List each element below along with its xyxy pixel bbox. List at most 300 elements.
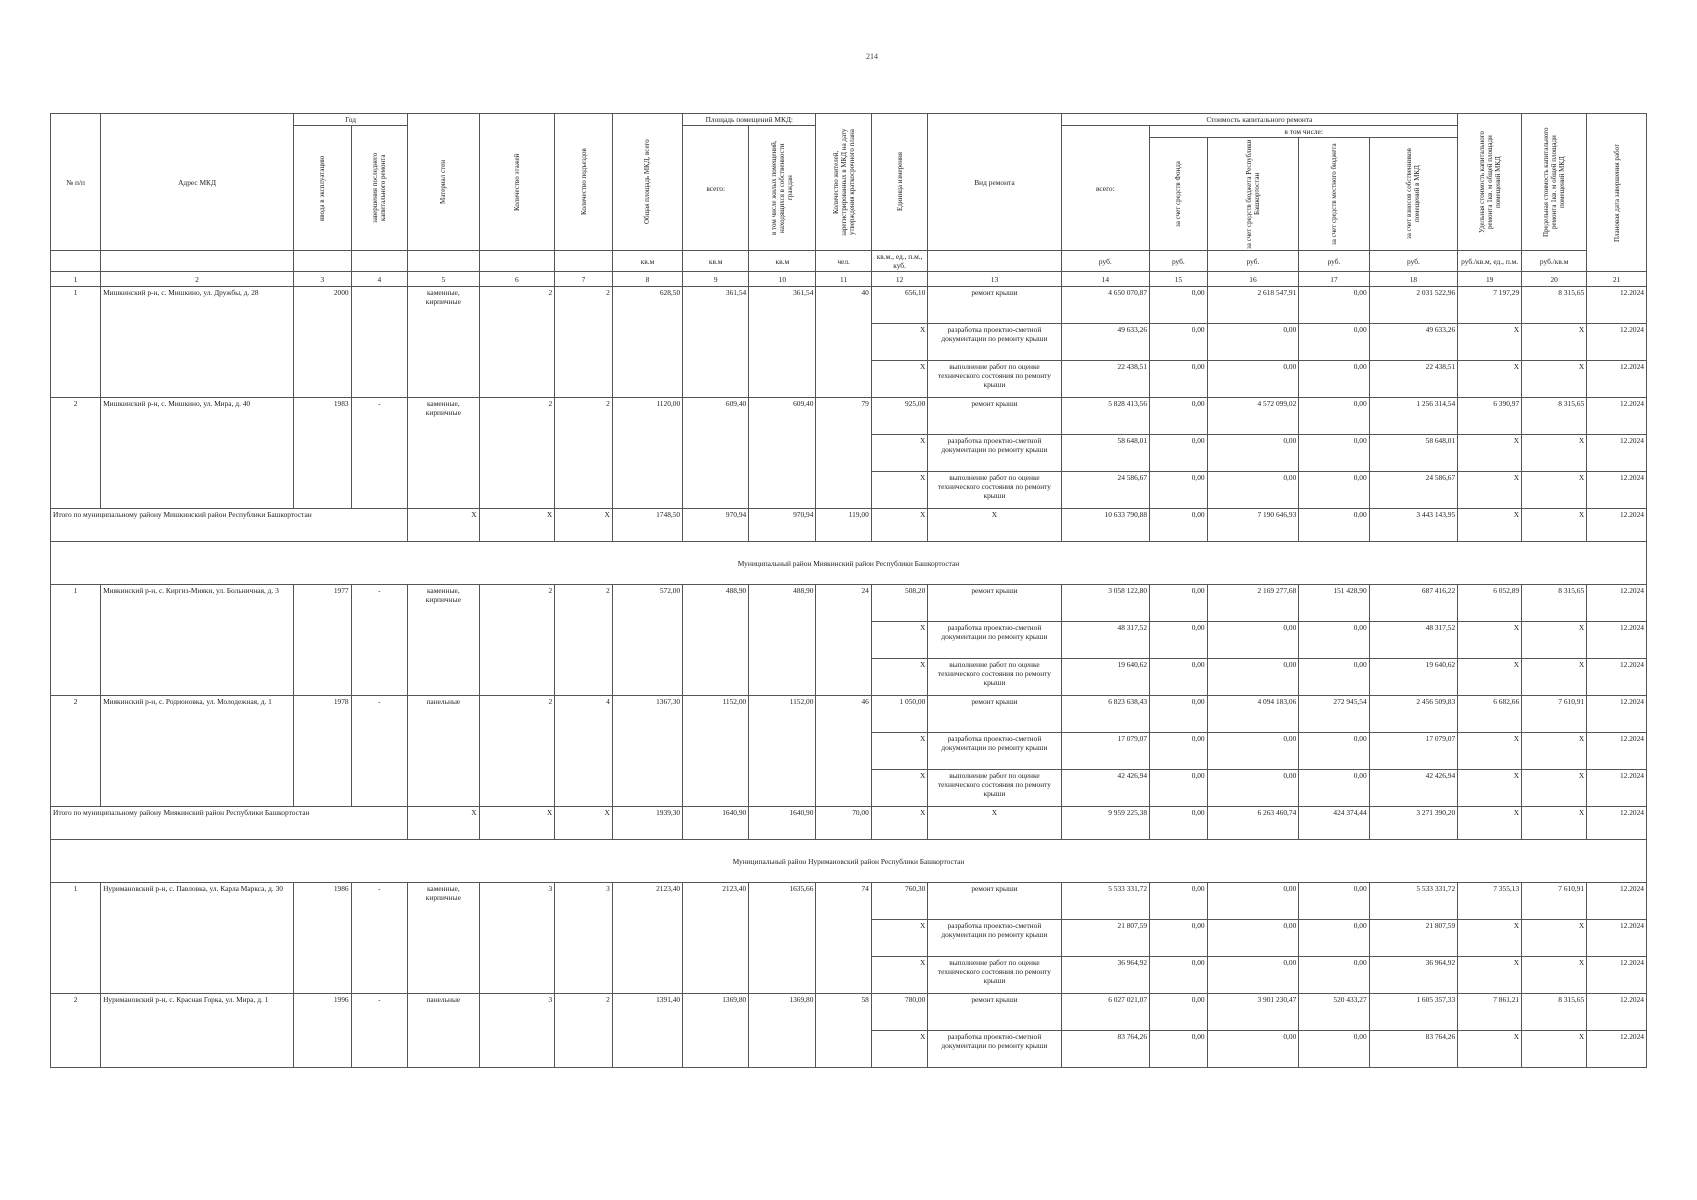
- cost-local: 0,00: [1299, 733, 1369, 770]
- premises-contrib-area: 1635,66: [749, 883, 816, 994]
- year-commission: 1983: [294, 398, 352, 509]
- unit-cell: [351, 251, 408, 272]
- column-number: 17: [1299, 272, 1369, 287]
- total-label: Итого по муниципальному району Мишкинский район Республики Башкортостан: [51, 509, 408, 542]
- cost-owners: 17 079,07: [1369, 733, 1458, 770]
- deadline: 12.2024: [1587, 659, 1647, 696]
- limit-cost: X: [1522, 435, 1587, 472]
- table-row: [51, 398, 1647, 435]
- cost-owners: 21 807,59: [1369, 920, 1458, 957]
- floors-count: 2: [479, 585, 555, 696]
- unit-cell: руб.: [1061, 251, 1149, 272]
- cost-fund: 0,00: [1150, 883, 1208, 920]
- row-number: 2: [51, 398, 101, 509]
- total-limit: X: [1522, 509, 1587, 542]
- limit-cost: 7 610,91: [1522, 696, 1587, 733]
- cost-owners: 1 605 357,33: [1369, 994, 1458, 1031]
- wall-material: панельные: [408, 994, 479, 1068]
- work-type: выполнение работ по оценке технического состояния по ремонту крыши: [928, 659, 1061, 696]
- work-type: выполнение работ по оценке технического состояния по ремонту крыши: [928, 361, 1061, 398]
- total-unit: X: [1458, 509, 1522, 542]
- premises-contrib-area: 609,40: [749, 398, 816, 509]
- cost-total: 21 807,59: [1061, 920, 1149, 957]
- total-fund: 0,00: [1150, 509, 1208, 542]
- header-limit-cost: Предельная стоимость капитального ремонта 1кв. м общей площади помещений МКД: [1522, 114, 1587, 251]
- cost-fund: 0,00: [1150, 659, 1208, 696]
- unit-cell: [101, 251, 294, 272]
- cost-owners: 5 533 331,72: [1369, 883, 1458, 920]
- cost-local: 0,00: [1299, 324, 1369, 361]
- entrances-count: 4: [555, 696, 613, 807]
- unit-cost: 6 390,97: [1458, 398, 1522, 435]
- column-number: 18: [1369, 272, 1458, 287]
- cost-total: 83 764,26: [1061, 1031, 1149, 1068]
- cost-fund: 0,00: [1150, 994, 1208, 1031]
- total-walls: X: [408, 807, 479, 840]
- total-fund: 0,00: [1150, 807, 1208, 840]
- cost-fund: 0,00: [1150, 622, 1208, 659]
- cost-total: 42 426,94: [1061, 770, 1149, 807]
- header-work-type: Вид ремонта: [928, 114, 1061, 251]
- limit-cost: 8 315,65: [1522, 398, 1587, 435]
- column-number: 4: [351, 272, 408, 287]
- cost-republic: 3 901 230,47: [1207, 994, 1299, 1031]
- cost-fund: 0,00: [1150, 696, 1208, 733]
- unit-cell: чел.: [816, 251, 871, 272]
- cost-owners: 49 633,26: [1369, 324, 1458, 361]
- cost-republic: 2 618 547,91: [1207, 287, 1299, 324]
- cost-republic: 2 169 277,68: [1207, 585, 1299, 622]
- cost-total: 22 438,51: [1061, 361, 1149, 398]
- header-floors: Количество этажей: [479, 114, 555, 251]
- cost-republic: 0,00: [1207, 920, 1299, 957]
- floors-count: 3: [479, 994, 555, 1068]
- unit-cost: X: [1458, 920, 1522, 957]
- unit-cell: руб.: [1150, 251, 1208, 272]
- unit-cost: X: [1458, 770, 1522, 807]
- unit-cost: X: [1458, 1031, 1522, 1068]
- table-row: [51, 696, 1647, 733]
- cost-total: 36 964,92: [1061, 957, 1149, 994]
- deadline: 12.2024: [1587, 920, 1647, 957]
- premises-area: 609,40: [683, 398, 749, 509]
- header-walls: Материал стен: [408, 114, 479, 251]
- table-body: [51, 287, 1647, 1068]
- measure-value: X: [871, 733, 928, 770]
- header-cost-group: Стоимость капитального ремонта: [1061, 114, 1458, 126]
- header-measure-unit: Единица измерения: [871, 114, 928, 251]
- unit-cost: X: [1458, 361, 1522, 398]
- column-number: 9: [683, 272, 749, 287]
- column-numbers-row: [51, 272, 1647, 287]
- house-address: Мишкинский р-н, с. Мишкино, ул. Мира, д. 40: [101, 398, 294, 509]
- cost-local: 151 428,90: [1299, 585, 1369, 622]
- total-area: 1939,30: [612, 807, 682, 840]
- work-type: разработка проектно-сметной документации по ремонту крыши: [928, 733, 1061, 770]
- unit-cell: [555, 251, 613, 272]
- total-owners: 3 443 143,95: [1369, 509, 1458, 542]
- cost-local: 0,00: [1299, 472, 1369, 509]
- cost-republic: 0,00: [1207, 957, 1299, 994]
- total-local: 424 374,44: [1299, 807, 1369, 840]
- header-cost-total: всего:: [1061, 126, 1149, 251]
- cost-republic: 0,00: [1207, 1031, 1299, 1068]
- column-number: 13: [928, 272, 1061, 287]
- cost-total: 6 823 638,43: [1061, 696, 1149, 733]
- wall-material: каменные, кирпичные: [408, 398, 479, 509]
- residents-count: 46: [816, 696, 871, 807]
- header-deadline: Плановая дата завершения работ: [1587, 114, 1647, 272]
- header-year-group: Год: [294, 114, 408, 126]
- total-row: [51, 509, 1647, 542]
- cost-owners: 2 456 509,83: [1369, 696, 1458, 733]
- premises-contrib-area: 1369,80: [749, 994, 816, 1068]
- cost-fund: 0,00: [1150, 585, 1208, 622]
- row-number: 1: [51, 585, 101, 696]
- cost-total: 5 828 413,56: [1061, 398, 1149, 435]
- residents-count: 74: [816, 883, 871, 994]
- house-address: Нуримановский р-н, с. Красная Горка, ул. Мира, д. 1: [101, 994, 294, 1068]
- column-number: 16: [1207, 272, 1299, 287]
- floors-count: 2: [479, 696, 555, 807]
- measure-value: X: [871, 324, 928, 361]
- cost-republic: 0,00: [1207, 883, 1299, 920]
- header-num: № п/п: [51, 114, 101, 251]
- unit-cost: X: [1458, 324, 1522, 361]
- premises-area: 361,54: [683, 287, 749, 398]
- entrances-count: 2: [555, 287, 613, 398]
- total-area: 1748,50: [612, 509, 682, 542]
- row-number: 1: [51, 287, 101, 398]
- column-number: 15: [1150, 272, 1208, 287]
- cost-local: 0,00: [1299, 622, 1369, 659]
- unit-cell: руб./кв.м: [1522, 251, 1587, 272]
- cost-owners: 42 426,94: [1369, 770, 1458, 807]
- column-number: 20: [1522, 272, 1587, 287]
- premises-contrib-area: 1152,00: [749, 696, 816, 807]
- total-owners: 3 271 390,20: [1369, 807, 1458, 840]
- cost-local: 0,00: [1299, 883, 1369, 920]
- column-number: 8: [612, 272, 682, 287]
- premises-area: 488,90: [683, 585, 749, 696]
- cost-total: 6 027 021,07: [1061, 994, 1149, 1031]
- cost-total: 49 633,26: [1061, 324, 1149, 361]
- work-type: ремонт крыши: [928, 883, 1061, 920]
- column-number: 21: [1587, 272, 1647, 287]
- measure-value: X: [871, 920, 928, 957]
- cost-total: 3 058 122,80: [1061, 585, 1149, 622]
- deadline: 12.2024: [1587, 733, 1647, 770]
- measure-value: 760,30: [871, 883, 928, 920]
- premises-area: 1369,80: [683, 994, 749, 1068]
- residents-count: 24: [816, 585, 871, 696]
- unit-cost: 7 355,13: [1458, 883, 1522, 920]
- total-walls: X: [408, 509, 479, 542]
- deadline: 12.2024: [1587, 287, 1647, 324]
- total-work: X: [928, 509, 1061, 542]
- cost-republic: 0,00: [1207, 324, 1299, 361]
- year-last-repair: -: [351, 585, 408, 696]
- cost-owners: 58 648,01: [1369, 435, 1458, 472]
- entrances-count: 2: [555, 585, 613, 696]
- wall-material: каменные, кирпичные: [408, 287, 479, 398]
- limit-cost: X: [1522, 770, 1587, 807]
- work-type: ремонт крыши: [928, 696, 1061, 733]
- total-residents: 119,00: [816, 509, 871, 542]
- table-header: [51, 114, 1647, 287]
- cost-republic: 4 094 183,06: [1207, 696, 1299, 733]
- column-number: 12: [871, 272, 928, 287]
- cost-owners: 22 438,51: [1369, 361, 1458, 398]
- deadline: 12.2024: [1587, 435, 1647, 472]
- unit-cell: руб.: [1207, 251, 1299, 272]
- total-entrances: X: [555, 509, 613, 542]
- work-type: выполнение работ по оценке технического состояния по ремонту крыши: [928, 472, 1061, 509]
- unit-cell: кв.м: [683, 251, 749, 272]
- header-premises-contrib: в том числе жилых помещений, находящихся в собственности граждан: [749, 126, 816, 251]
- work-type: ремонт крыши: [928, 994, 1061, 1031]
- units-row: [51, 251, 1647, 272]
- measure-value: X: [871, 770, 928, 807]
- total-unit: X: [1458, 807, 1522, 840]
- cost-total: 4 650 070,87: [1061, 287, 1149, 324]
- column-number: 3: [294, 272, 352, 287]
- cost-local: 0,00: [1299, 287, 1369, 324]
- floors-count: 2: [479, 398, 555, 509]
- work-type: выполнение работ по оценке технического состояния по ремонту крыши: [928, 770, 1061, 807]
- measure-value: 925,00: [871, 398, 928, 435]
- cost-republic: 4 572 099,02: [1207, 398, 1299, 435]
- cost-owners: 1 256 314,54: [1369, 398, 1458, 435]
- unit-cost: X: [1458, 733, 1522, 770]
- cost-fund: 0,00: [1150, 472, 1208, 509]
- work-type: разработка проектно-сметной документации по ремонту крыши: [928, 1031, 1061, 1068]
- cost-fund: 0,00: [1150, 398, 1208, 435]
- unit-cell: руб./кв.м, ед., п.м.: [1458, 251, 1522, 272]
- column-number: 1: [51, 272, 101, 287]
- header-year-last-repair: завершения последнего капитального ремонта: [351, 126, 408, 251]
- cost-owners: 687 416,22: [1369, 585, 1458, 622]
- deadline: 12.2024: [1587, 696, 1647, 733]
- cost-fund: 0,00: [1150, 733, 1208, 770]
- cost-total: 48 317,52: [1061, 622, 1149, 659]
- deadline: 12.2024: [1587, 324, 1647, 361]
- limit-cost: X: [1522, 472, 1587, 509]
- total-area: 2123,40: [612, 883, 682, 994]
- year-commission: 1996: [294, 994, 352, 1068]
- measure-value: X: [871, 1031, 928, 1068]
- cost-fund: 0,00: [1150, 435, 1208, 472]
- work-type: разработка проектно-сметной документации по ремонту крыши: [928, 435, 1061, 472]
- deadline: 12.2024: [1587, 398, 1647, 435]
- cost-owners: 48 317,52: [1369, 622, 1458, 659]
- total-republic: 6 263 460,74: [1207, 807, 1299, 840]
- measure-value: X: [871, 957, 928, 994]
- cost-total: 24 586,67: [1061, 472, 1149, 509]
- cost-total: 19 640,62: [1061, 659, 1149, 696]
- cost-owners: 19 640,62: [1369, 659, 1458, 696]
- cost-local: 0,00: [1299, 770, 1369, 807]
- deadline: 12.2024: [1587, 957, 1647, 994]
- unit-cost: 7 197,29: [1458, 287, 1522, 324]
- premises-contrib-area: 361,54: [749, 287, 816, 398]
- table-row: [51, 585, 1647, 622]
- total-area: 628,50: [612, 287, 682, 398]
- year-last-repair: -: [351, 696, 408, 807]
- year-commission: 1986: [294, 883, 352, 994]
- unit-cell: [408, 251, 479, 272]
- column-number: 2: [101, 272, 294, 287]
- limit-cost: X: [1522, 957, 1587, 994]
- cost-republic: 0,00: [1207, 659, 1299, 696]
- cost-republic: 0,00: [1207, 361, 1299, 398]
- limit-cost: X: [1522, 1031, 1587, 1068]
- limit-cost: 8 315,65: [1522, 287, 1587, 324]
- residents-count: 79: [816, 398, 871, 509]
- total-cost: 10 633 790,88: [1061, 509, 1149, 542]
- header-year-commission: ввода в эксплуатацию: [294, 126, 352, 251]
- unit-cell: [294, 251, 352, 272]
- total-limit: X: [1522, 807, 1587, 840]
- premises-area: 1152,00: [683, 696, 749, 807]
- header-residents: Количество жителей, зарегистрированных в МКД на дату утверждения краткосрочного плана: [816, 114, 871, 251]
- total-area: 1367,30: [612, 696, 682, 807]
- entrances-count: 3: [555, 883, 613, 994]
- total-floors: X: [479, 509, 555, 542]
- unit-cell: кв.м: [612, 251, 682, 272]
- row-number: 1: [51, 883, 101, 994]
- year-commission: 1978: [294, 696, 352, 807]
- total-measure: X: [871, 509, 928, 542]
- unit-cell: кв.м., ед., п.м., куб.: [871, 251, 928, 272]
- total-area: 572,00: [612, 585, 682, 696]
- unit-cost: X: [1458, 659, 1522, 696]
- total-entrances: X: [555, 807, 613, 840]
- cost-total: 58 648,01: [1061, 435, 1149, 472]
- total-label: Итого по муниципальному району Миякинский район Республики Башкортостан: [51, 807, 408, 840]
- unit-cost: X: [1458, 957, 1522, 994]
- year-last-repair: -: [351, 883, 408, 994]
- column-number: 5: [408, 272, 479, 287]
- header-premises-total: всего:: [683, 126, 749, 251]
- year-commission: 2000: [294, 287, 352, 398]
- residents-count: 40: [816, 287, 871, 398]
- cost-owners: 2 031 522,96: [1369, 287, 1458, 324]
- section-title: Муниципальный район Нуримановский район Республики Башкортостан: [51, 840, 1647, 883]
- cost-fund: 0,00: [1150, 957, 1208, 994]
- deadline: 12.2024: [1587, 622, 1647, 659]
- column-number: 6: [479, 272, 555, 287]
- cost-republic: 0,00: [1207, 733, 1299, 770]
- house-address: Миякинский р-н, с. Киргиз-Мияки, ул. Больничная, д. 3: [101, 585, 294, 696]
- cost-local: 0,00: [1299, 957, 1369, 994]
- house-address: Нуримановский р-н, с. Павловка, ул. Карла Маркса, д. 30: [101, 883, 294, 994]
- unit-cost: 7 861,21: [1458, 994, 1522, 1031]
- unit-cell: [928, 251, 1061, 272]
- deadline: 12.2024: [1587, 883, 1647, 920]
- header-cost-owners: за счет взносов собственников помещений в МКД: [1369, 138, 1458, 251]
- total-row: [51, 807, 1647, 840]
- cost-local: 272 945,54: [1299, 696, 1369, 733]
- section-title: Муниципальный район Миякинский район Республики Башкортостан: [51, 542, 1647, 585]
- work-type: разработка проектно-сметной документации по ремонту крыши: [928, 324, 1061, 361]
- work-type: разработка проектно-сметной документации по ремонту крыши: [928, 622, 1061, 659]
- cost-local: 0,00: [1299, 398, 1369, 435]
- cost-fund: 0,00: [1150, 1031, 1208, 1068]
- cost-republic: 0,00: [1207, 770, 1299, 807]
- total-premises: 970,94: [683, 509, 749, 542]
- house-address: Мишкинский р-н, с. Мишкино, ул. Дружбы, д. 28: [101, 287, 294, 398]
- total-residents: 70,00: [816, 807, 871, 840]
- table-row: [51, 994, 1647, 1031]
- measure-value: X: [871, 361, 928, 398]
- header-entrances: Количество подъездов: [555, 114, 613, 251]
- work-type: разработка проектно-сметной документации по ремонту крыши: [928, 920, 1061, 957]
- row-number: 2: [51, 994, 101, 1068]
- cost-fund: 0,00: [1150, 770, 1208, 807]
- cost-local: 0,00: [1299, 659, 1369, 696]
- section-row: [51, 542, 1647, 585]
- wall-material: каменные, кирпичные: [408, 585, 479, 696]
- cost-local: 520 433,27: [1299, 994, 1369, 1031]
- total-republic: 7 190 646,93: [1207, 509, 1299, 542]
- unit-cell: кв.м: [749, 251, 816, 272]
- total-premises-contrib: 970,94: [749, 509, 816, 542]
- total-floors: X: [479, 807, 555, 840]
- measure-value: 508,20: [871, 585, 928, 622]
- column-number: 19: [1458, 272, 1522, 287]
- cost-republic: 0,00: [1207, 622, 1299, 659]
- wall-material: каменные, кирпичные: [408, 883, 479, 994]
- cost-republic: 0,00: [1207, 472, 1299, 509]
- column-number: 11: [816, 272, 871, 287]
- year-commission: 1977: [294, 585, 352, 696]
- unit-cost: X: [1458, 435, 1522, 472]
- work-type: ремонт крыши: [928, 585, 1061, 622]
- work-type: выполнение работ по оценке технического состояния по ремонту крыши: [928, 957, 1061, 994]
- capital-repair-table: [50, 113, 1647, 1068]
- measure-value: 1 050,00: [871, 696, 928, 733]
- cost-local: 0,00: [1299, 361, 1369, 398]
- total-measure: X: [871, 807, 928, 840]
- total-deadline: 12.2024: [1587, 509, 1647, 542]
- cost-owners: 24 586,67: [1369, 472, 1458, 509]
- header-cost-republic: за счет средств бюджета Республики Башкортостан: [1207, 138, 1299, 251]
- work-type: ремонт крыши: [928, 398, 1061, 435]
- deadline: 12.2024: [1587, 770, 1647, 807]
- year-last-repair: -: [351, 994, 408, 1068]
- unit-cost: X: [1458, 472, 1522, 509]
- measure-value: X: [871, 435, 928, 472]
- year-last-repair: -: [351, 398, 408, 509]
- unit-cost: X: [1458, 622, 1522, 659]
- measure-value: X: [871, 472, 928, 509]
- limit-cost: 8 315,65: [1522, 994, 1587, 1031]
- deadline: 12.2024: [1587, 361, 1647, 398]
- measure-value: X: [871, 659, 928, 696]
- total-premises: 1640,90: [683, 807, 749, 840]
- total-area: 1391,40: [612, 994, 682, 1068]
- cost-republic: 0,00: [1207, 435, 1299, 472]
- entrances-count: 2: [555, 398, 613, 509]
- cost-fund: 0,00: [1150, 287, 1208, 324]
- total-work: X: [928, 807, 1061, 840]
- unit-cost: 6 682,66: [1458, 696, 1522, 733]
- deadline: 12.2024: [1587, 472, 1647, 509]
- column-number: 7: [555, 272, 613, 287]
- house-address: Миякинский р-н, с. Родионовка, ул. Молодежная, д. 1: [101, 696, 294, 807]
- limit-cost: X: [1522, 733, 1587, 770]
